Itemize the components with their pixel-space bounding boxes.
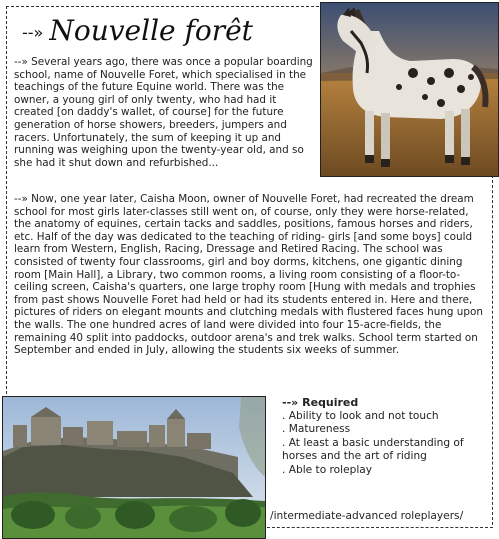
castle-photo <box>2 396 266 539</box>
requirements-arrow: --» <box>282 396 299 409</box>
requirements-heading <box>282 396 358 409</box>
now-paragraph: --» Now, one year later, Caisha Moon, owner of Nouvelle Foret, had recreated the dream school for most girls later-classes still went on, of course, only they were horse-related, the anatomy of equines, certain tacks and saddles, positions, famous horses and riders, etc. Half of the day was dedicated to the teaching of riding- girls [and some boys] could learn from Western, English, Racing, Dressage and Retired Racing. The school was consisted of twenty four classrooms, girl and boy dorms, kitchens, one gigantic dining room [Main Hall], a Library, two common rooms, a living room consisting of a floor-to-ceiling screen, Caisha's quarters, one large trophy room [Hung with medals and trophies from past shows Nouvelle Foret had held or had its students entered in. Here and there, pictures of riders on elegant mounts and clutching medals with flustered faces hung upon the walls. The one hundred acres of land were divided into four 15-acre-fields, the remaining 40 split into paddocks, outdoor arena's and trek walks. School term started on September and ended in July, allowing the students six weeks of summer. <box>14 193 483 357</box>
title-arrow: --» <box>22 23 44 42</box>
requirement-item: . Able to roleplay <box>282 463 373 476</box>
page-title <box>22 14 253 47</box>
intro-paragraph: --» Several years ago, there was once a popular boarding school, name of Nouvelle Foret, which specialised in the teachings of the future Equine world. There was the owner, a young girl of only twenty, who had had it created [on daddy's wallet, of course] for the future generation of horse showers, breeders, jumpers and racers. Unfortunately, the sum of keeping it up and running was weighing upon the twenty-year old, and so she had it shut down and refurbished... <box>14 56 313 169</box>
frame-bottom-border <box>262 527 493 528</box>
frame-right-border <box>492 175 493 525</box>
requirements-heading-text: Required <box>302 396 359 409</box>
requirements-list <box>282 410 482 477</box>
horse-photo <box>320 2 499 177</box>
requirement-item: . Matureness <box>282 423 351 436</box>
title-text: Nouvelle forêt <box>49 14 253 47</box>
roleplayer-level-note: /intermediate-advanced roleplayers/ <box>270 510 464 522</box>
requirement-item: . Ability to look and not touch <box>282 410 439 422</box>
requirement-item: . At least a basic understanding of horses and the art of riding <box>282 436 464 463</box>
